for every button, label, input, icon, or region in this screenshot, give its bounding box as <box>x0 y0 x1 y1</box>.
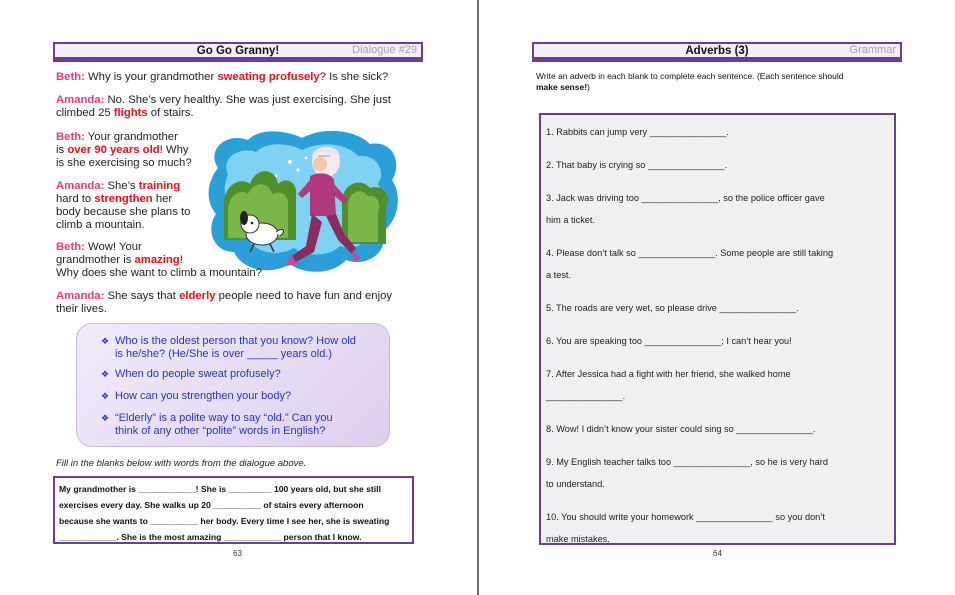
exercise-line: _______________. <box>546 391 626 401</box>
exercise-line: make mistakes. <box>546 534 610 544</box>
dialogue-tag: Dialogue #29 <box>352 44 417 56</box>
dialogue-line: climb a mountain. <box>56 219 145 231</box>
exercise-line: 4. Please don’t talk so _______________. Some people are still taking <box>546 248 834 258</box>
grammar-tag: Grammar <box>849 44 896 56</box>
exercise-line: to understand. <box>546 479 605 489</box>
fill-line: My grandmother is ____________! She is _________ 100 years old, but she still <box>59 484 381 494</box>
exercise-line: 8. Wow! I didn’t know your sister could sing so _______________. <box>546 424 816 434</box>
left-header <box>53 42 423 59</box>
page-number-right: 64 <box>713 549 722 558</box>
exercise-line: 1. Rabbits can jump very _______________. <box>546 127 729 137</box>
exercise-line: a test. <box>546 270 572 280</box>
dialogue-line: Why does she want to climb a mountain? <box>56 267 262 279</box>
fill-line: exercises every day. She walks up 20 __________ of stairs every afternoon <box>59 500 364 510</box>
page-title: Go Go Granny! <box>196 44 280 57</box>
exercise-line: 7. After Jessica had a fight with her friend, she walked home <box>546 369 791 379</box>
adverb-exercises-box <box>539 113 896 545</box>
dialogue-line: is she exercising so much? <box>56 157 192 169</box>
grammar-instructions: Write an adverb in each blank to complete each sentence. (Each sentence should make sense!) <box>536 71 844 92</box>
fill-in-blanks-box <box>53 476 414 544</box>
dialogue-line: Amanda: No. She’s very healthy. She was just exercising. She just <box>56 94 391 106</box>
fill-line: because she wants to __________ her body. Every time I see her, she is sweating <box>59 516 390 526</box>
discussion-questions-box <box>76 323 390 447</box>
fill-line: ____________. She is the most amazing ____________ person that I know. <box>59 532 362 542</box>
exercise-line: 10. You should write your homework _______________ so you don’t <box>546 512 825 522</box>
page-title: Adverbs (3) <box>685 44 749 57</box>
dialogue-line: climbed 25 flights of stairs. <box>56 107 194 119</box>
exercise-line: 5. The roads are very wet, so please drive _______________. <box>546 303 799 313</box>
question-item: ❖ How can you strengthen your body? <box>101 390 292 402</box>
question-item: ❖ When do people sweat profusely? <box>101 368 281 380</box>
diamond-bullet-icon: ❖ <box>101 336 110 346</box>
diamond-bullet-icon: ❖ <box>101 369 110 379</box>
question-item: ❖ “Elderly” is a polite way to say “old.” Can you think of any other “polite” words in English? <box>101 412 333 437</box>
page-number-left: 63 <box>233 549 242 558</box>
dialogue-line: hard to strengthen her <box>56 193 173 205</box>
dialogue-line: their lives. <box>56 303 107 315</box>
diamond-bullet-icon: ❖ <box>101 413 110 423</box>
dialogue-line: Beth: Your grandmother <box>56 131 178 143</box>
dialogue-line: Amanda: She says that elderly people need to have fun and enjoy <box>56 290 393 302</box>
dialogue-line: Amanda: She’s training <box>56 180 181 192</box>
exercise-line: 3. Jack was driving too _______________, so the police officer gave <box>546 193 825 203</box>
right-header <box>532 42 902 59</box>
exercise-line: him a ticket. <box>546 215 596 225</box>
dialogue-line: Beth: Wow! Your <box>56 241 142 253</box>
dialogue-line: body because she plans to <box>56 206 191 218</box>
question-item: ❖ Who is the oldest person that you know? How old is he/she? (He/She is over _____ years old.) <box>101 335 356 360</box>
dialogue-line: Beth: Why is your grandmother sweating profusely? Is she sick? <box>56 71 389 83</box>
exercise-line: 2. That baby is crying so _______________. <box>546 160 728 170</box>
exercise-line: 9. My English teacher talks too _______________, so he is very hard <box>546 457 828 467</box>
dialogue-line: grandmother is amazing! <box>56 254 183 266</box>
granny-running-illustration <box>206 128 402 280</box>
fill-instructions: Fill in the blanks below with words from the dialogue above. <box>56 458 307 469</box>
diamond-bullet-icon: ❖ <box>101 391 110 401</box>
exercise-line: 6. You are speaking too _______________; I can’t hear you! <box>546 336 792 346</box>
dialogue-line: is over 90 years old! Why <box>56 144 189 156</box>
